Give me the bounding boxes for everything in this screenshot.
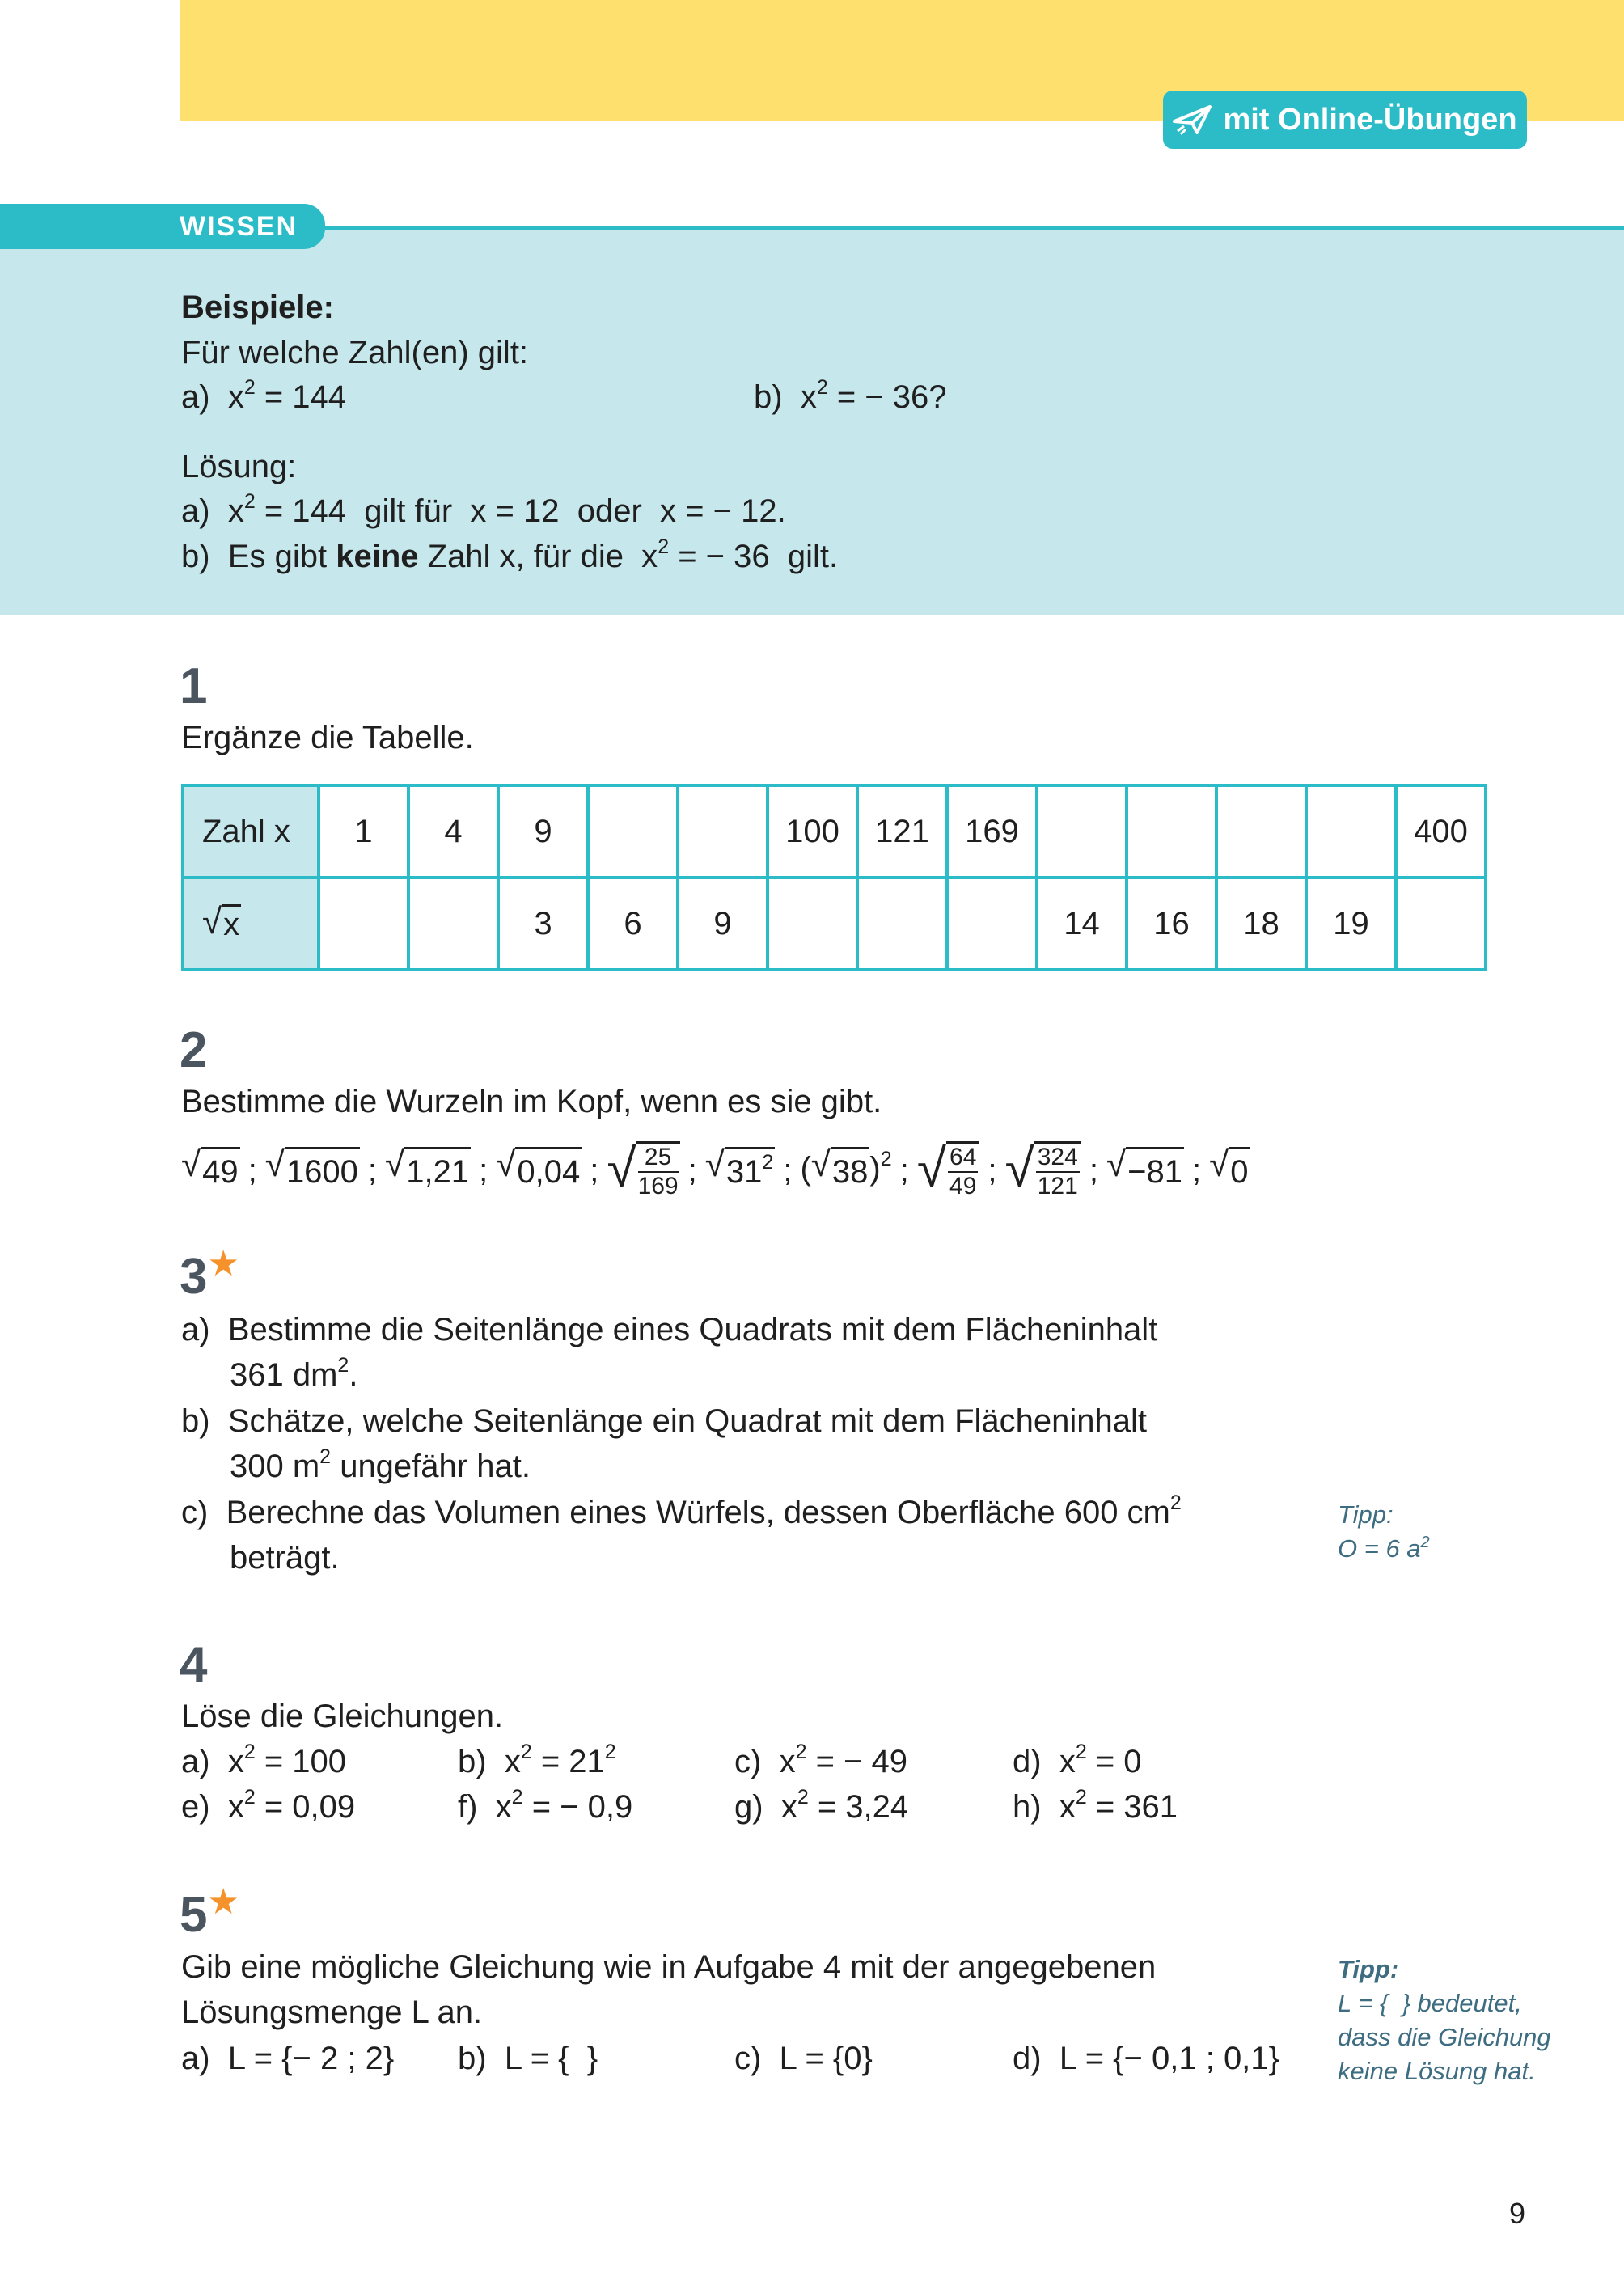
wissen-question: Für welche Zahl(en) gilt: xyxy=(181,335,529,370)
loesung-a: a) $x^2 = 144$ gilt für x = 12 oder x = − 12. xyxy=(181,490,786,529)
tip-title: Tipp: xyxy=(1338,1500,1394,1529)
table-cell[interactable] xyxy=(768,878,857,970)
task-4g: g) $x^2 = 3,24$ xyxy=(734,1786,909,1825)
table-cell[interactable] xyxy=(1216,785,1306,878)
wissen-example-b: b) $x^2$ = − 36? xyxy=(754,376,947,415)
task-4a: a) $x^2 = 100$ xyxy=(181,1741,347,1779)
table-cell[interactable]: 1 xyxy=(319,785,408,878)
table-cell[interactable] xyxy=(1037,785,1127,878)
table-cell[interactable] xyxy=(408,878,498,970)
wissen-divider xyxy=(243,226,1624,230)
task-2-instruction: Bestimme die Wurzeln im Kopf, wenn es sie gibt. xyxy=(181,1084,882,1119)
task-5d: d) L = {− 0,1 ; 0,1} xyxy=(1013,2041,1279,2076)
task-4e: e) $x^2 = 0,09$ xyxy=(181,1786,356,1825)
task-2-number: 2 xyxy=(180,1022,208,1078)
task-3-number: 3★ xyxy=(180,1244,239,1305)
table-cell[interactable]: 121 xyxy=(857,785,947,878)
page-number: 9 xyxy=(1509,2197,1526,2230)
tip-line: keine Lösung hat. xyxy=(1338,2057,1536,2085)
table-cell[interactable] xyxy=(857,878,947,970)
task-5-tip xyxy=(1338,1952,1551,2088)
loesung-b: b) Es gibt keine Zahl x, für die $x^2$ = − 36 gilt. xyxy=(181,535,839,574)
task-5b: b) L = { } xyxy=(458,2041,598,2076)
task-1-table xyxy=(181,784,1487,971)
task-4-instruction: Löse die Gleichungen. xyxy=(181,1699,504,1734)
task-4c: c) $x^2$ = − 49 xyxy=(734,1741,908,1779)
task-4d: d) $x^2 = 0$ xyxy=(1013,1741,1142,1779)
tip-line: L = { } bedeutet, xyxy=(1338,1989,1522,2017)
table-cell[interactable] xyxy=(319,878,408,970)
table-cell[interactable]: 6 xyxy=(588,878,678,970)
wissen-example-a: a) $x^2 = 144$ xyxy=(181,376,347,415)
tip-title: Tipp: xyxy=(1338,1955,1399,1983)
online-exercises-button[interactable] xyxy=(1163,91,1527,149)
paper-plane-icon xyxy=(1173,104,1212,136)
task-3b-line2: 300 $m^2$ ungefähr hat. xyxy=(230,1445,531,1484)
task-3c: c) Berechne das Volumen eines Würfels, dessen Oberfläche 600 $cm^2$ xyxy=(181,1491,1182,1530)
task-5-line2: Lösungsmenge L an. xyxy=(181,1995,483,2030)
row-header-zahl: Zahl x xyxy=(183,785,319,878)
loesung-heading: Lösung: xyxy=(181,449,297,484)
table-cell[interactable]: 9 xyxy=(498,785,588,878)
tip-line: dass die Gleichung xyxy=(1338,2023,1551,2051)
sqrt-icon: √ xyxy=(202,902,222,942)
tip-formula: O = 6 $a^2$ xyxy=(1338,1534,1430,1563)
table-cell[interactable]: 3 xyxy=(498,878,588,970)
wissen-tab xyxy=(0,204,325,249)
table-cell[interactable] xyxy=(1306,785,1396,878)
task-1-instruction: Ergänze die Tabelle. xyxy=(181,720,474,755)
task-1-number: 1 xyxy=(180,658,208,714)
task-5a: a) L = {− 2 ; 2} xyxy=(181,2041,395,2076)
table-row xyxy=(183,785,1486,878)
online-button-label: mit Online-Übungen xyxy=(1223,102,1517,137)
table-cell[interactable]: 169 xyxy=(947,785,1037,878)
task-4b: b) $x^2 = 21^2$ xyxy=(458,1741,616,1779)
table-cell[interactable]: 100 xyxy=(768,785,857,878)
table-cell[interactable]: 4 xyxy=(408,785,498,878)
wissen-tab-label: WISSEN xyxy=(180,211,298,242)
star-icon: ★ xyxy=(207,1882,239,1922)
table-cell[interactable] xyxy=(1396,878,1486,970)
table-cell[interactable] xyxy=(1127,785,1216,878)
task-3c-line2: beträgt. xyxy=(230,1540,340,1576)
task-5-line1: Gib eine mögliche Gleichung wie in Aufgabe 4 mit der angegebenen xyxy=(181,1949,1157,1985)
table-cell[interactable]: 18 xyxy=(1216,878,1306,970)
table-row xyxy=(183,878,1486,970)
task-5c: c) L = {0} xyxy=(734,2041,873,2076)
table-cell[interactable] xyxy=(947,878,1037,970)
table-cell[interactable] xyxy=(678,785,768,878)
table-cell[interactable]: 19 xyxy=(1306,878,1396,970)
table-cell[interactable]: 9 xyxy=(678,878,768,970)
star-icon: ★ xyxy=(207,1244,239,1284)
table-cell[interactable]: 400 xyxy=(1396,785,1486,878)
beispiele-heading: Beispiele: xyxy=(181,290,334,325)
task-4h: h) $x^2 = 361$ xyxy=(1013,1786,1178,1825)
task-3b: b) Schätze, welche Seitenlänge ein Quadrat mit dem Flächeninhalt xyxy=(181,1403,1148,1439)
task-3-tip xyxy=(1338,1498,1430,1566)
table-cell[interactable]: 16 xyxy=(1127,878,1216,970)
task-3a-line2: 361 $dm^2$. xyxy=(230,1354,358,1393)
task-3a: a) Bestimme die Seitenlänge eines Quadrats mit dem Flächeninhalt xyxy=(181,1312,1158,1347)
task-4f: f) $x^2$ = − 0,9 xyxy=(458,1786,633,1825)
task-5-number: 5★ xyxy=(180,1882,239,1943)
table-cell[interactable]: 14 xyxy=(1037,878,1127,970)
task-2-roots: √ 49 ; √ 1600 ; √ 1,21 ; √ 0,04 ; √ $\frac{25}{169}$ ; √ $31^2$ ; ( √ 38 )$^2$ ; √ $\frac{64}{49}$ ; √ $\frac{324}{121}$ ; √ −81 ; √ 0 xyxy=(181,1137,1249,1199)
task-4-number: 4 xyxy=(180,1637,208,1693)
table-cell[interactable] xyxy=(588,785,678,878)
row-header-sqrt: √ x xyxy=(183,878,319,970)
